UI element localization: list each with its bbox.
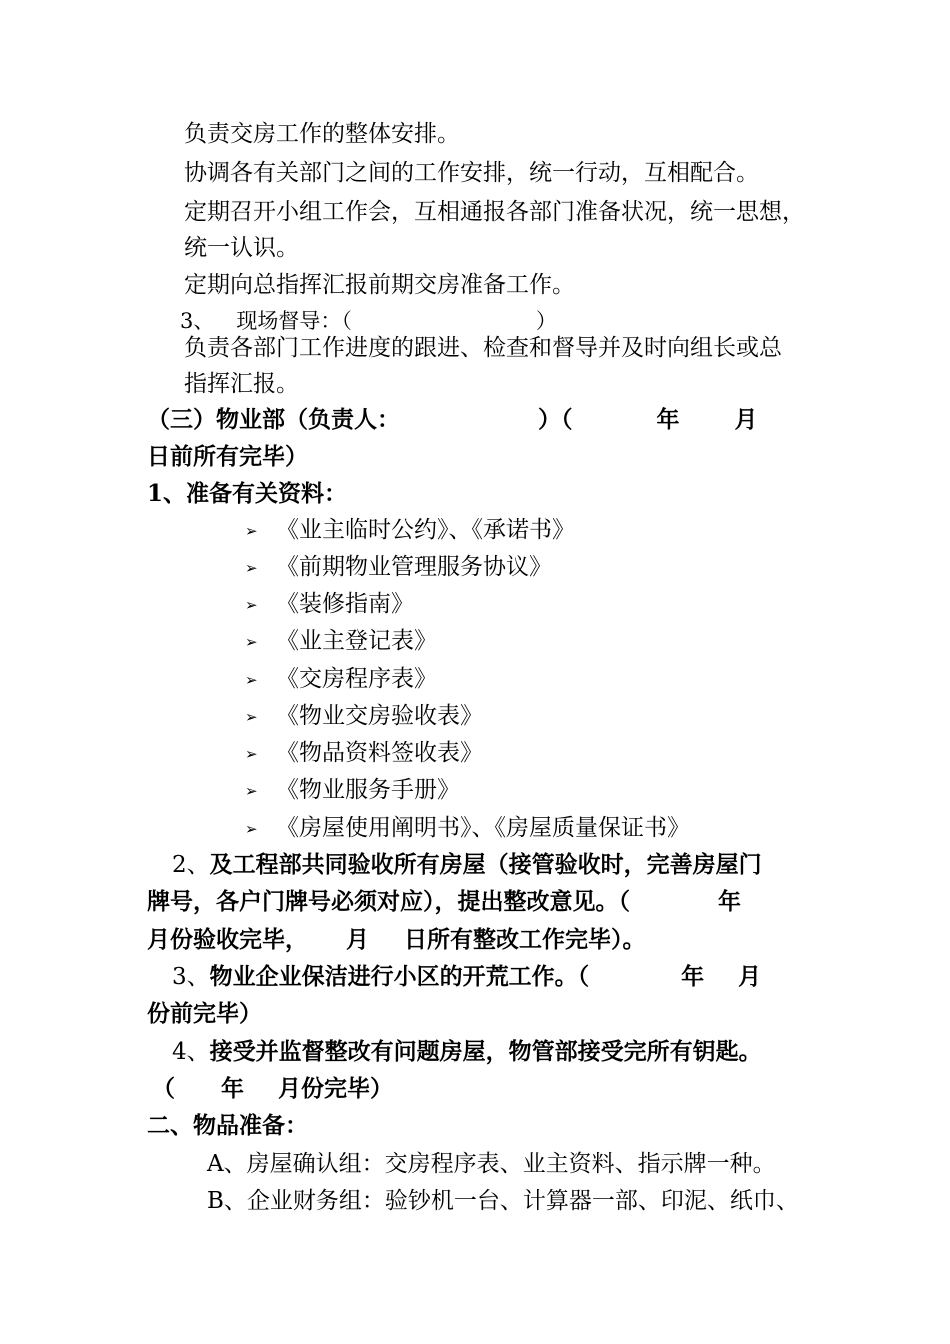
property-dept-heading-cont: 日前所有完毕） [147,443,308,470]
arrow-bullet-icon: ➢ [245,559,258,577]
property-dept-heading: （三）物业部（负责人： ）（ 年 月 [147,406,758,433]
supervise-line-b: 指挥汇报。 [184,371,299,397]
list-item: 《房屋使用阐明书》、《房屋质量保证书》 [276,815,690,841]
list-item: 《物业交房验收表》 [276,703,483,729]
list-item: 《前期物业管理服务协议》 [276,554,552,580]
item-2-line-b: 牌号，各户门牌号必须对应），提出整改意见。（ 年 [147,888,741,915]
section-3-close: ） [535,309,557,333]
duty-line-3a: 定期召开小组工作会，互相通报各部门准备状况，统一思想， [184,199,805,225]
arrow-bullet-icon: ➢ [245,671,258,689]
list-item: 《业主登记表》 [276,628,437,654]
group-a-line: A、房屋确认组：交房程序表、业主资料、指示牌一种。 [207,1151,776,1177]
section-3-label: 现场督导：（ [236,309,352,333]
duty-line-2: 协调各有关部门之间的工作安排，统一行动，互相配合。 [184,160,759,186]
group-b-line: B、企业财务组：验钞机一台、计算器一部、印泥、纸巾、 [207,1188,799,1214]
item-4-line-a: 4、接受并监督整改有问题房屋，物管部接受完所有钥匙。 [172,1038,762,1065]
arrow-bullet-icon: ➢ [245,522,258,540]
arrow-bullet-icon: ➢ [245,633,258,651]
supervise-line-a: 负责各部门工作进度的跟进、检查和督导并及时向组长或总 [184,335,782,361]
item-3-line-a: 3、物业企业保洁进行小区的开荒工作。（ 年 月 [172,963,762,990]
section-3-number: 3、 [180,309,215,333]
arrow-bullet-icon: ➢ [245,708,258,726]
duty-line-4: 定期向总指挥汇报前期交房准备工作。 [184,272,575,298]
item-2-line-c: 月份验收完毕， 月 日所有整改工作完毕）。 [147,926,646,953]
list-item: 《业主临时公约》、《承诺书》 [276,517,575,543]
list-item: 《物品资料签收表》 [276,740,483,766]
arrow-bullet-icon: ➢ [245,596,258,614]
supplies-heading: 二、物品准备： [147,1112,308,1139]
prepare-docs-heading: 1、准备有关资料： [147,480,348,507]
list-item: 《交房程序表》 [276,666,437,692]
item-2-line-a: 2、及工程部共同验收所有房屋（接管验收时，完善房屋门 [172,851,762,878]
item-3-line-b: 份前完毕） [147,1000,262,1027]
duty-line-3b: 统一认识。 [184,235,299,261]
duty-line-1: 负责交房工作的整体安排。 [184,121,460,147]
list-item: 《物业服务手册》 [276,777,460,803]
list-item: 《装修指南》 [276,591,414,617]
arrow-bullet-icon: ➢ [245,745,258,763]
arrow-bullet-icon: ➢ [245,820,258,838]
arrow-bullet-icon: ➢ [245,782,258,800]
item-4-line-b: （ 年 月份完毕） [152,1075,393,1102]
section-3-heading [180,306,557,336]
